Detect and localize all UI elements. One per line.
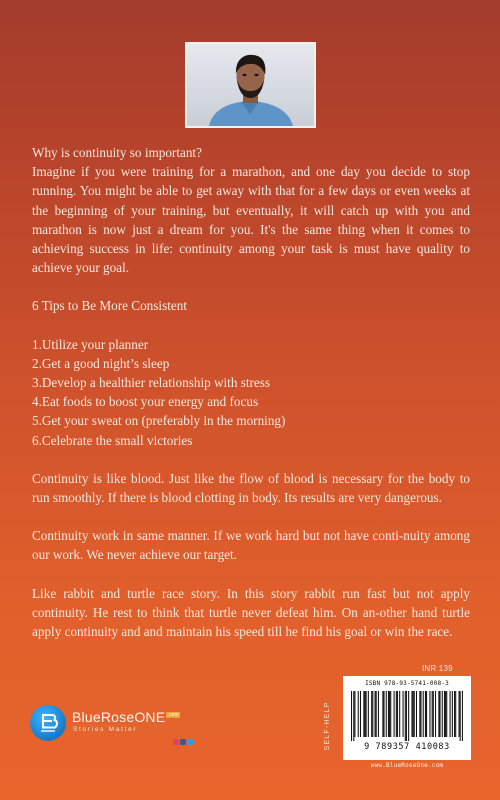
tip-item: 2.Get a good night’s sleep xyxy=(32,355,170,371)
tip-item: 6.Celebrate the small victories xyxy=(32,432,193,448)
back-cover-text xyxy=(32,143,470,641)
paragraph-work: Continuity work in same manner. If we work hard but not have conti-nuity among our work. We never achieve our target. xyxy=(32,528,470,563)
intro-paragraph: Imagine if you were training for a marathon, and one day you decide to stop running. You might be able to get away with that for a few days or even weeks at the beginning of your training, but eventually, it will catch up with you and marathon is now just a dream for you. It's the same thing when it comes to achieving success in life: continuity among your task is must have quality to achieve your goal. xyxy=(32,164,470,276)
bluerose-logo-icon xyxy=(30,705,66,741)
instagram-icon xyxy=(173,739,179,745)
price-tag: INR 139 xyxy=(422,664,453,673)
barcode-icon xyxy=(351,691,463,741)
tip-item: 3.Develop a healthier relationship with stress xyxy=(32,375,271,391)
isbn-barcode xyxy=(343,676,471,760)
barcode-number: 9 789357 410083 xyxy=(364,742,450,752)
genre-label: SELF-HELP xyxy=(324,701,331,751)
paragraph-rabbit: Like rabbit and turtle race story. In this story rabbit run fast but not apply continuity. He rest to think that turtle never defeat him. On an-other hand turtle apply continuity and and maintain his speed till he find his goal or win the race. xyxy=(32,585,470,640)
publisher-name: BlueRoseONE .com xyxy=(72,709,179,725)
tips-heading: 6 Tips to Be More Consistent xyxy=(32,298,187,314)
author-portrait-image xyxy=(187,44,314,126)
social-icons xyxy=(173,739,193,745)
publisher-badge: .com xyxy=(167,712,179,718)
paragraph-blood: Continuity is like blood. Just like the flow of blood is necessary for the body to run smoothly. If there is blood clotting in body. Its results are very dangerous. xyxy=(32,470,470,506)
tip-item: 4.Eat foods to boost your energy and focus xyxy=(32,394,259,410)
isbn-number: ISBN 978-93-5741-008-3 xyxy=(365,680,449,687)
publisher-website: www.BlueRoseOne.com xyxy=(370,762,444,769)
facebook-icon xyxy=(180,739,186,745)
author-photo xyxy=(185,42,316,128)
tip-item: 5.Get your sweat on (preferably in the morning) xyxy=(32,413,286,429)
tips-list xyxy=(32,335,470,450)
intro-question: Why is continuity so important? xyxy=(32,145,202,160)
publisher-brand xyxy=(30,705,200,741)
twitter-icon xyxy=(187,739,193,745)
tip-item: 1.Utilize your planner xyxy=(32,336,149,352)
publisher-tagline: Stories Matter xyxy=(73,726,138,733)
publisher-name-suffix: ONE xyxy=(134,709,166,725)
